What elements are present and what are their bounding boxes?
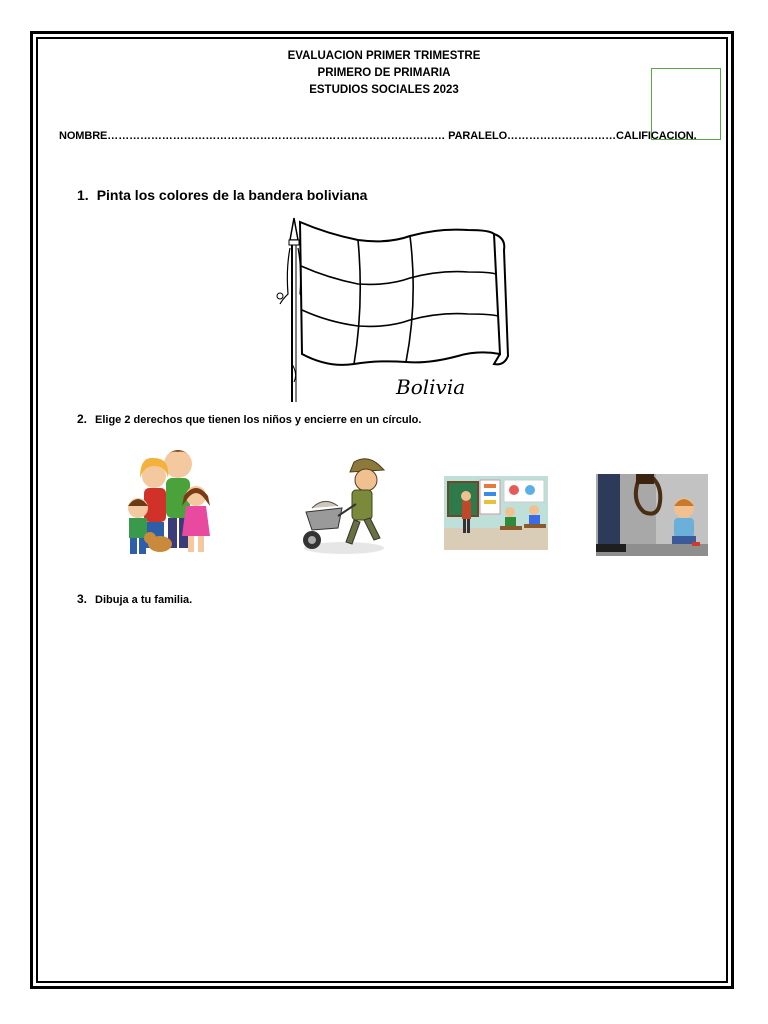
classroom-icon [444, 476, 548, 550]
abuse-scene-icon [596, 474, 708, 556]
question-3-number: 3. [77, 592, 88, 606]
child-abuse-picture[interactable] [596, 474, 708, 556]
question-3-text: Dibuja a tu familia. [95, 594, 193, 606]
question-2-text: Elige 2 derechos que tienen los niños y encierre en un círculo. [95, 414, 422, 426]
wheelbarrow-worker-icon [298, 456, 388, 556]
flag-outline-icon [268, 214, 512, 404]
family-icon [116, 444, 218, 560]
header-line-1: EVALUACION PRIMER TRIMESTRE [287, 50, 481, 62]
family-picture[interactable] [116, 444, 218, 560]
question-2-number: 2. [77, 412, 88, 426]
question-1 [77, 187, 367, 203]
school-picture[interactable] [444, 476, 548, 550]
flag-caption: Bolivia [396, 375, 466, 399]
header-line-2: PRIMERO DE PRIMARIA [317, 67, 451, 79]
child-labor-picture[interactable] [298, 456, 388, 556]
question-1-number: 1. [77, 187, 89, 203]
header-line-3: ESTUDIOS SOCIALES 2023 [309, 84, 459, 96]
bolivia-flag-drawing[interactable] [268, 214, 512, 404]
question-2 [77, 412, 421, 426]
question-1-text: Pinta los colores de la bandera boliviana [96, 187, 368, 203]
student-info-line[interactable]: NOMBRE………………………………………………………………………………… PARALELO…………………………CALIFICACION. [59, 130, 697, 142]
question-3 [77, 592, 192, 606]
drawing-area[interactable] [60, 615, 710, 965]
